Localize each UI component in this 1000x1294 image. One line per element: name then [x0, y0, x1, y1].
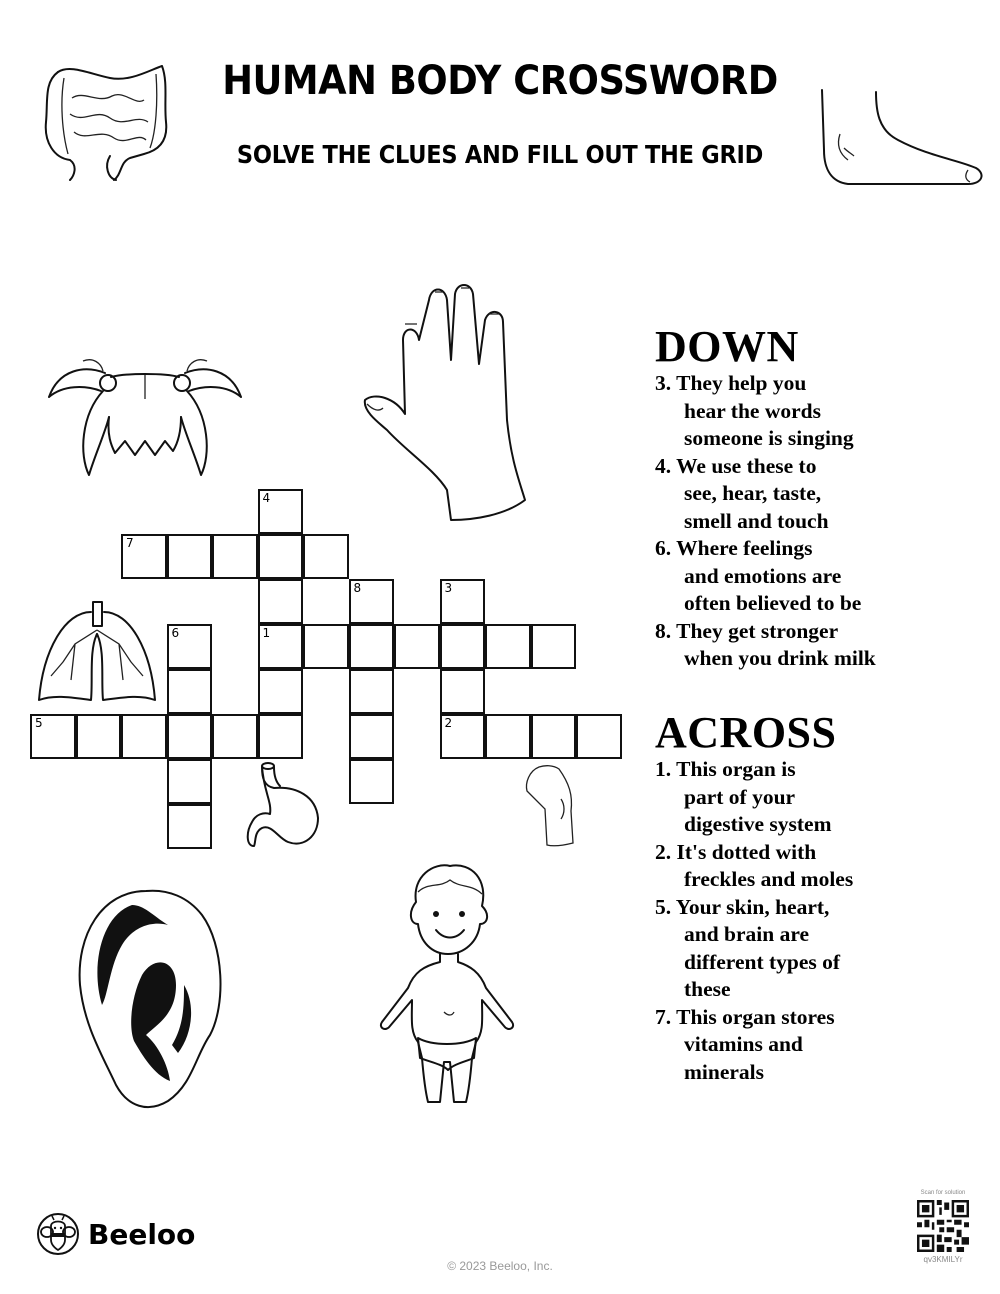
qr-label: Scan for solution [920, 1190, 966, 1196]
crossword-cell[interactable] [212, 534, 258, 579]
crossword-cell[interactable] [349, 669, 395, 714]
clue-number: 3 [444, 581, 453, 595]
qr-solution-block[interactable] [912, 1190, 974, 1264]
clue-line: 8. They get stronger [655, 618, 839, 643]
crossword-cell[interactable] [30, 714, 76, 759]
crossword-cell[interactable] [440, 714, 486, 759]
crossword-cell[interactable] [485, 714, 531, 759]
ear-icon [72, 885, 227, 1115]
clue-line: 1. This organ is [655, 757, 796, 781]
crossword-cell[interactable] [485, 624, 531, 669]
clue-line: 7. This organ stores [655, 1004, 835, 1029]
hair-icon [45, 345, 250, 485]
crossword-cell[interactable] [258, 534, 304, 579]
down-clue-4 [655, 453, 876, 536]
crossword-cell[interactable] [258, 624, 304, 669]
across-clue-5 [655, 894, 853, 1004]
clue-number: 2 [444, 716, 453, 730]
clue-number: 5 [35, 716, 43, 730]
page-subtitle: SOLVE THE CLUES AND FILL OUT THE GRID [236, 140, 764, 169]
crossword-cell[interactable] [258, 489, 304, 534]
knee-icon [525, 765, 575, 847]
foot-icon [818, 90, 988, 186]
crossword-cell[interactable] [349, 579, 395, 624]
clue-line: someone is singing [684, 426, 854, 450]
crossword-cell[interactable] [531, 624, 577, 669]
qr-code-text: qv3KMILYr [923, 1255, 963, 1264]
clue-line: 4. We use these to [655, 453, 817, 478]
crossword-cell[interactable] [212, 714, 258, 759]
clue-number: 7 [126, 536, 134, 550]
clue-line: digestive system [684, 812, 832, 836]
clue-line: freckles and moles [684, 867, 854, 891]
clue-number: 1 [262, 626, 271, 640]
crossword-cell[interactable] [167, 804, 213, 849]
intestines-icon [40, 62, 170, 182]
clue-line: and brain are [684, 922, 810, 946]
brand-logo[interactable] [36, 1212, 195, 1256]
crossword-cell[interactable] [440, 624, 486, 669]
across-clue-7 [655, 1004, 853, 1087]
clue-line: different types of [684, 949, 841, 974]
clues-across-heading: ACROSS [655, 708, 837, 757]
crossword-cell[interactable] [167, 759, 213, 804]
clue-line: vitamins and [684, 1032, 803, 1056]
clue-number: 6 [171, 626, 180, 640]
crossword-cell[interactable] [258, 669, 304, 714]
crossword-cell[interactable] [167, 534, 213, 579]
down-clue-6 [655, 535, 876, 618]
crossword-cell[interactable] [258, 579, 304, 624]
crossword-cell[interactable] [349, 624, 395, 669]
crossword-cell[interactable] [576, 714, 622, 759]
clue-line: part of your [684, 784, 796, 809]
page-title: HUMAN BODY CROSSWORD [222, 58, 778, 104]
clue-line: 3. They help you [655, 371, 807, 395]
crossword-cell[interactable] [349, 759, 395, 804]
clue-line: these [684, 977, 731, 1001]
clue-line: often believed to be [684, 591, 862, 615]
clue-line: hear the words [684, 398, 821, 423]
clue-line: and emotions are [684, 563, 842, 588]
clue-line: minerals [684, 1059, 765, 1084]
clue-number: 8 [353, 581, 362, 595]
clue-line: 2. It's dotted with [655, 839, 817, 864]
crossword-cell[interactable] [258, 714, 304, 759]
crossword-cell[interactable] [76, 714, 122, 759]
clues-down-list [655, 370, 876, 673]
crossword-cell[interactable] [167, 714, 213, 759]
clue-line: smell and touch [684, 508, 829, 533]
crossword-cell[interactable] [121, 534, 167, 579]
clue-line: 5. Your skin, heart, [655, 894, 830, 919]
brand-name: Beeloo [88, 1217, 196, 1251]
clue-line: see, hear, taste, [684, 481, 822, 505]
crossword-cell[interactable] [303, 624, 349, 669]
crossword-cell[interactable] [167, 624, 213, 669]
down-clue-8 [655, 618, 876, 673]
clue-line: when you drink milk [684, 646, 876, 670]
clues-across-section [655, 710, 853, 1086]
bee-logo-icon [36, 1212, 80, 1256]
clue-number: 4 [262, 491, 271, 505]
crossword-cell[interactable] [440, 579, 486, 624]
copyright-text: © 2023 Beeloo, Inc. [447, 1259, 553, 1273]
clue-line: 6. Where feelings [655, 536, 813, 560]
crossword-cell[interactable] [303, 534, 349, 579]
stomach-icon [246, 762, 326, 848]
down-clue-3 [655, 370, 876, 453]
crossword-cell[interactable] [167, 669, 213, 714]
crossword-cell[interactable] [394, 624, 440, 669]
clues-across-list [655, 756, 853, 1086]
across-clue-1 [655, 756, 853, 839]
child-body-icon [378, 862, 518, 1107]
crossword-cell[interactable] [531, 714, 577, 759]
lungs-icon [35, 600, 160, 705]
qr-code-icon [917, 1200, 969, 1252]
crossword-cell[interactable] [121, 714, 167, 759]
hand-icon [355, 280, 535, 525]
clues-down-heading: DOWN [655, 322, 799, 371]
crossword-cell[interactable] [349, 714, 395, 759]
crossword-cell[interactable] [440, 669, 486, 714]
clues-down-section [655, 324, 876, 673]
across-clue-2 [655, 839, 853, 894]
